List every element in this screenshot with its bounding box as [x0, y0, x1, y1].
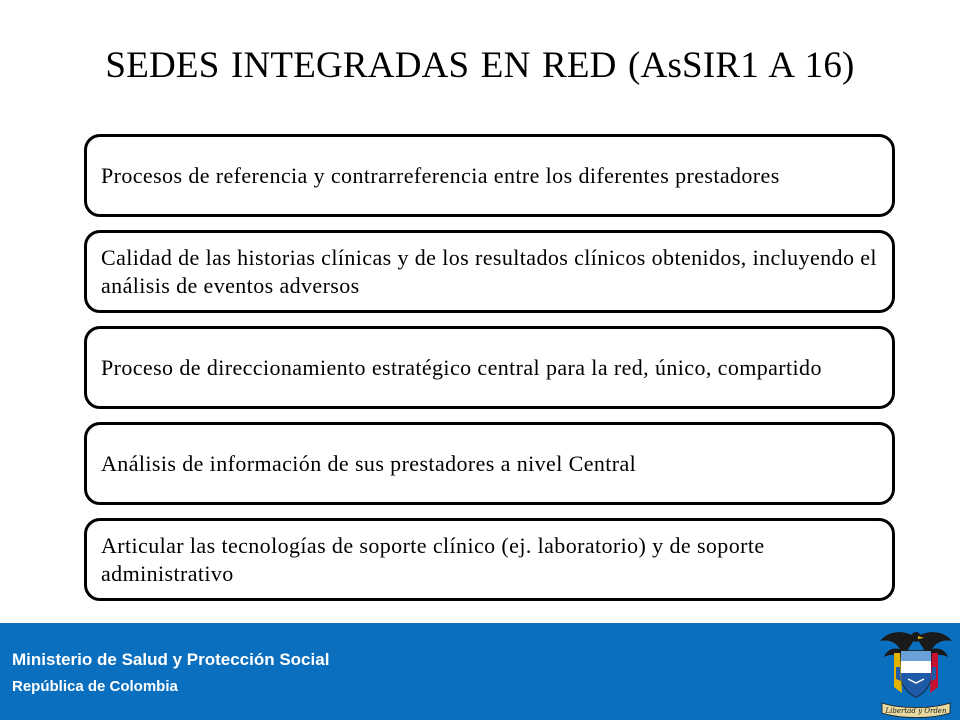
list-item-text: Análisis de información de sus prestadores a nivel Central [101, 450, 637, 476]
list-item [84, 134, 895, 217]
list-item-text: Calidad de las historias clínicas y de los resultados clínicos obtenidos, incluyendo el análisis de eventos adversos [101, 244, 877, 298]
list-item [84, 230, 895, 313]
list-item [84, 326, 895, 409]
list-item-text: Articular las tecnologías de soporte clínico (ej. laboratorio) y de soporte administrativo [101, 532, 765, 586]
coat-of-arms-icon [872, 623, 960, 720]
list-item-text: Proceso de direccionamiento estratégico central para la red, único, compartido [101, 354, 822, 380]
footer-bar [0, 623, 960, 720]
list-item-text: Procesos de referencia y contrarreferencia entre los diferentes prestadores [101, 162, 780, 188]
list-item [84, 518, 895, 601]
svg-text:Libertad y Orden: Libertad y Orden [885, 707, 947, 715]
ministry-name: Ministerio de Salud y Protección Social [12, 650, 330, 669]
country-name: República de Colombia [12, 678, 178, 695]
slide-title: SEDES INTEGRADAS EN RED (AsSIR1 A 16) [105, 45, 855, 86]
list-item [84, 422, 895, 505]
